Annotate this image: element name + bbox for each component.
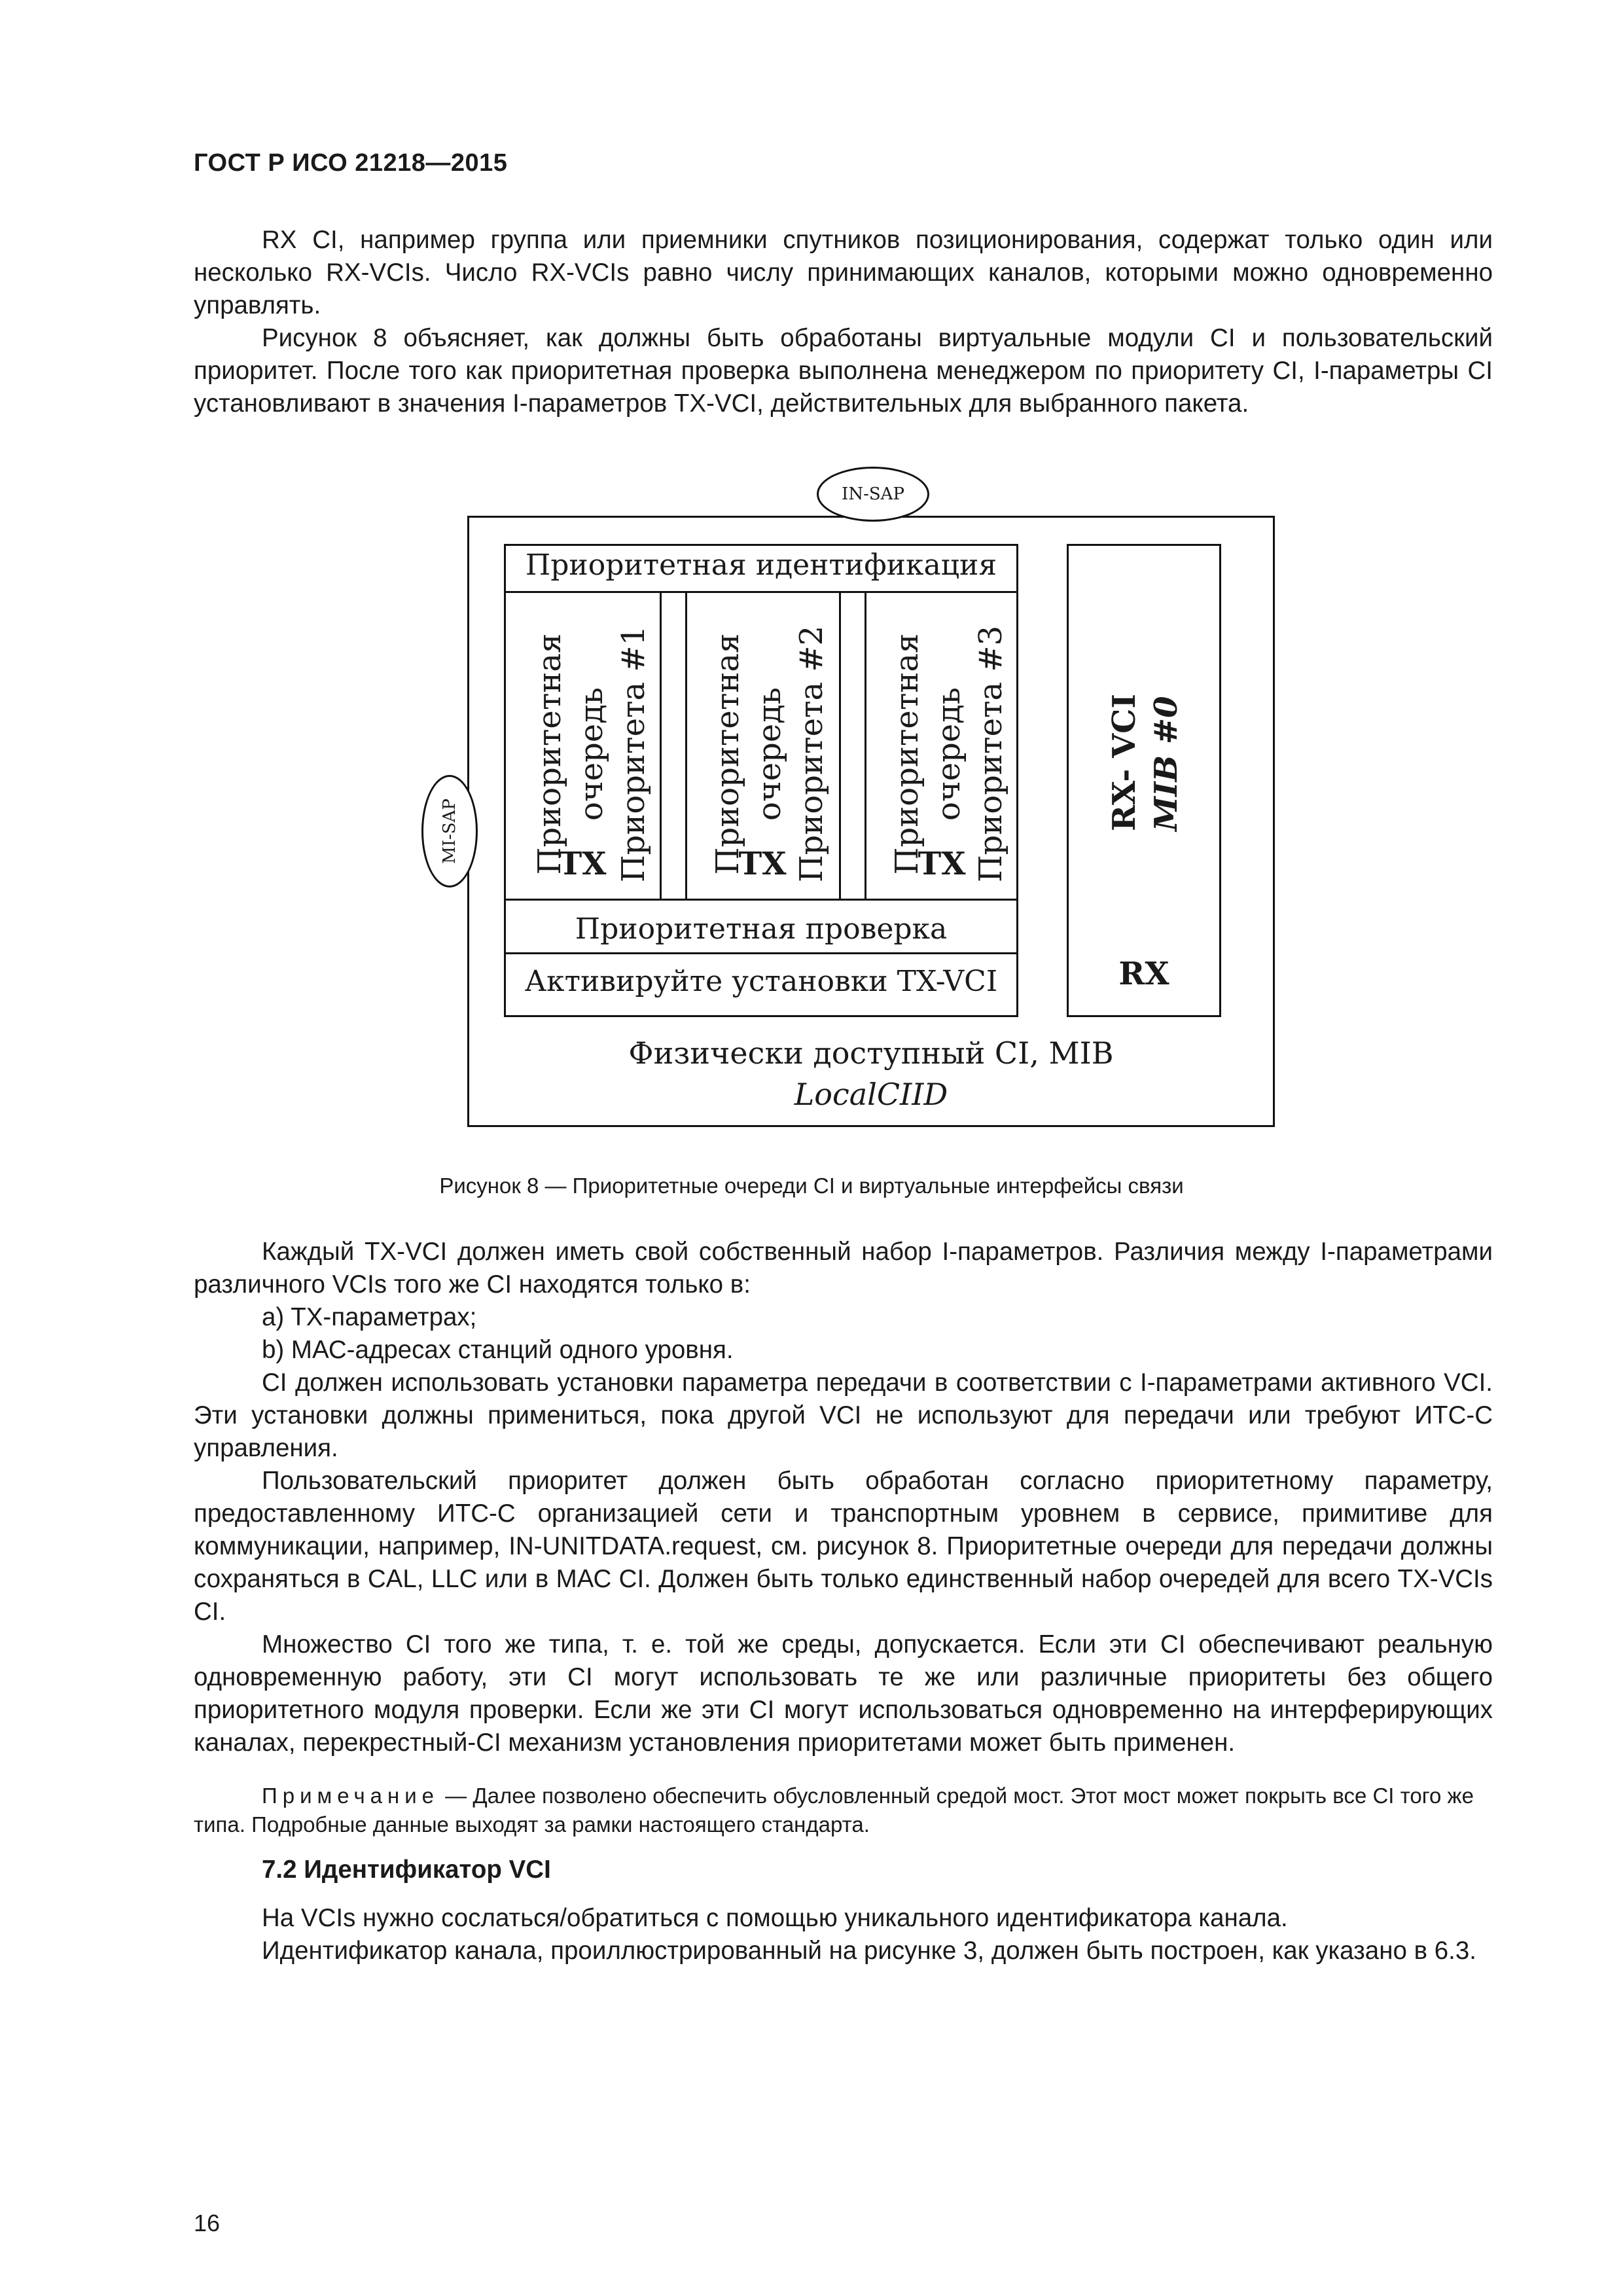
paragraph: На VCIs нужно сослаться/обратиться с помощью уникального идентификатора канала. bbox=[262, 1904, 1288, 1932]
rx-vci-text bbox=[1103, 694, 1187, 831]
divider bbox=[504, 591, 1018, 593]
paragraph: Каждый TX-VCI должен иметь свой собственный набор I-параметров. Различия между I-параметрами различного VCIs того же CI находятся только в: bbox=[194, 1238, 1493, 1299]
document-header: ГОСТ Р ИСО 21218—2015 bbox=[194, 149, 508, 177]
local-ciid-label: LocalCIID bbox=[794, 1077, 948, 1112]
queue-separator bbox=[839, 591, 841, 899]
section-title: 7.2 Идентификатор VCI bbox=[262, 1856, 551, 1884]
activate-tx-vci: Активируйте установки TX-VCI bbox=[524, 965, 998, 998]
paragraph: Рисунок 8 объясняет, как должны быть обработаны виртуальные модули CI и пользовательский приоритет. После того как приоритетная проверка выполнена менеджером по приоритету CI, I-параметры CI установливают в значения I-параметров TX-VCI, действительных для выбранного пакета. bbox=[194, 324, 1493, 418]
queue-separator bbox=[660, 591, 662, 899]
queue-3-tx: TX bbox=[918, 846, 966, 882]
queue-line: Приоритетная bbox=[709, 633, 746, 875]
paragraph: RX CI, например группа или приемники спутников позиционирования, содержат только один или несколько RX-VCIs. Число RX-VCIs равно числу принимающих каналов, которыми можно одновременно управлять. bbox=[194, 226, 1493, 319]
list-item: b) МАС-адресах станций одного уровня. bbox=[262, 1336, 734, 1364]
in-sap-ellipse bbox=[817, 467, 929, 522]
queue-line: Приоритета #2 bbox=[793, 625, 830, 883]
queue-separator bbox=[685, 591, 687, 899]
rx-vci-label: RX- VCI bbox=[1106, 694, 1143, 831]
queue-2-tx: TX bbox=[738, 846, 787, 882]
note-label: Примечание bbox=[262, 1784, 440, 1808]
queue-line: очередь bbox=[573, 687, 610, 821]
queue-line: Приоритетная bbox=[889, 633, 925, 875]
queue-line: Приоритета #3 bbox=[972, 625, 1009, 883]
paragraph: Пользовательский приоритет должен быть обработан согласно приоритетному параметру, предоставленному ИТС-С организацией сети и транспортным уровнем в сервисе, примитиве для коммуникации, например, IN-UNITDATA.request, см. рисунок 8. Приоритетные очереди для передачи должны сохраняться в CAL, LLC или в МАС CI. Должен быть только единственный набор очередей для всего TX-VCIs CI. bbox=[194, 1467, 1493, 1626]
queue-line: Приоритета #1 bbox=[615, 625, 652, 883]
priority-identification: Приоритетная идентификация bbox=[525, 548, 997, 582]
queue-1-tx: TX bbox=[558, 846, 607, 882]
list-item: a) TX-параметрах; bbox=[262, 1303, 477, 1331]
divider bbox=[504, 899, 1018, 901]
divider bbox=[504, 952, 1018, 954]
paragraph: Множество CI того же типа, т. е. той же среды, допускается. Если эти CI обеспечивают реальную одновременную работу, эти CI могут использовать те же или различные приоритеты без общего приоритетного модуля проверки. Если же эти CI могут использоваться одновременно на интерферирующих каналах, перекрестный-CI механизм установления приоритетами может быть применен. bbox=[194, 1630, 1493, 1757]
queue-line: очередь bbox=[751, 687, 788, 821]
in-sap-label: IN-SAP bbox=[842, 484, 904, 504]
queue-line: Приоритетная bbox=[531, 633, 568, 875]
section-text bbox=[194, 1902, 1493, 1967]
priority-check: Приоритетная проверка bbox=[575, 912, 948, 946]
mi-sap-label: MI-SAP bbox=[440, 798, 460, 864]
physical-ci-label: Физически доступный CI, MIB bbox=[628, 1035, 1114, 1071]
page-number: 16 bbox=[194, 2210, 221, 2236]
note bbox=[194, 1782, 1493, 1839]
queue-separator bbox=[865, 591, 866, 899]
top-text bbox=[194, 224, 1493, 420]
paragraph: CI должен использовать установки параметра передачи в соответствии с I-параметрами активного VCI. Эти установки должны примениться, пока другой VCI не используют для передачи или требуют ИТС-С управления. bbox=[194, 1369, 1493, 1462]
rx-label: RX bbox=[1118, 956, 1169, 992]
rx-mib-label: MIB #0 bbox=[1148, 696, 1185, 831]
queue-line: очередь bbox=[931, 687, 967, 821]
body-text bbox=[194, 1236, 1493, 1759]
paragraph: Идентификатор канала, проиллюстрированный на рисунке 3, должен быть построен, как указано в 6.3. bbox=[262, 1937, 1476, 1965]
note-text: — Далее позволено обеспечить обусловленный средой мост. Этот мост может покрыть все CI того же типа. Подробные данные выходят за рамки настоящего стандарта. bbox=[194, 1784, 1474, 1837]
figure-caption: Рисунок 8 — Приоритетные очереди CI и виртуальные интерфейсы связи bbox=[439, 1174, 1184, 1198]
mi-sap-ellipse bbox=[421, 775, 478, 888]
